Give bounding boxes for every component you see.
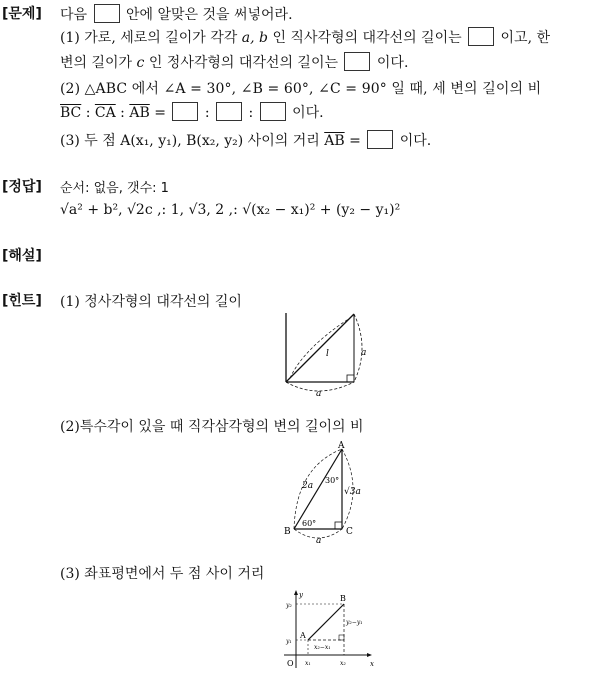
q2-colon: : — [120, 105, 125, 121]
q3-ab: $\overline{AB}$ — [324, 133, 345, 149]
fig3-x-axis: x — [370, 660, 374, 668]
q2-line2 — [60, 102, 324, 122]
q1-line1 — [60, 27, 550, 47]
fig2-vert-label: √3a — [344, 487, 361, 497]
q1-line2 — [60, 52, 408, 72]
q3-line — [60, 130, 431, 150]
q2-line1: (2) △ABC 에서 ∠A = 30°, ∠B = 60°, ∠C = 90° 일 때, 세 변의 길이의 비 — [60, 81, 542, 97]
q1-text-a: (1) 가로, 세로의 길이가 각각 — [60, 30, 238, 46]
q1-blank-box-1[interactable] — [468, 27, 494, 46]
q2-ca: $\overline{CA}$ — [94, 105, 116, 121]
intro-after: 안에 알맞은 것을 써넣어라. — [125, 7, 293, 23]
hint-1: (1) 정사각형의 대각선의 길이 — [60, 294, 242, 310]
answer-label: [정답] — [2, 179, 42, 195]
fig3-dx: x₂−x₁ — [314, 644, 331, 651]
fig3-y-axis: y — [299, 591, 303, 599]
q3-eq: = — [349, 133, 361, 149]
fig1-diag-label: l — [326, 349, 329, 359]
problem-intro — [60, 4, 293, 24]
q3-end: 이다. — [399, 133, 432, 149]
special-triangle-figure — [280, 437, 380, 549]
q2-colon: : — [204, 105, 210, 121]
q1-line2-text-b: 인 정사각형의 대각선의 길이는 — [148, 55, 338, 71]
fig3-y2: y₂ — [286, 602, 292, 609]
q2-blank-box-2[interactable] — [216, 102, 242, 121]
fig3-point-b: B — [340, 594, 346, 603]
q1-text-c: 이고, 한 — [500, 30, 551, 46]
fig3-x1: x₁ — [305, 660, 311, 667]
q2-colon: : — [248, 105, 254, 121]
answer-line1: 순서: 없음, 갯수: 1 — [60, 181, 169, 196]
fig2-hyp-label: 2a — [302, 481, 314, 491]
q2-blank-box-1[interactable] — [172, 102, 198, 121]
fig3-y1: y₁ — [286, 638, 292, 645]
answer-blank-box[interactable] — [94, 4, 120, 23]
fig3-x2: x₂ — [340, 660, 346, 667]
square-diagonal-figure — [278, 308, 378, 400]
q2-blank-box-3[interactable] — [260, 102, 286, 121]
q3-blank-box[interactable] — [367, 130, 393, 149]
q2-eq: = — [154, 105, 166, 121]
q1-var-b: b — [259, 30, 268, 46]
q2-ab: $\overline{AB}$ — [129, 105, 150, 121]
q1-var-a: a, — [241, 30, 255, 46]
problem-label: [문제] — [2, 6, 42, 22]
fig2-base-label: a — [316, 536, 322, 546]
hint-label: [힌트] — [2, 293, 42, 309]
fig2-vertex-b: B — [284, 527, 291, 537]
fig3-origin: O — [287, 659, 294, 668]
fig2-vertex-a: A — [338, 441, 345, 451]
fig1-bottom-label: a — [316, 389, 322, 399]
q2-end: 이다. — [292, 105, 324, 121]
explanation-label: [해설] — [2, 248, 42, 264]
q1-line2-text-a: 변의 길이가 — [60, 55, 133, 71]
q1-text-b: 인 직사각형의 대각선의 길이는 — [272, 30, 462, 46]
fig2-vertex-c: C — [346, 527, 353, 537]
q1-var-c: c — [136, 55, 145, 71]
q3-text: (3) 두 점 A(x₁, y₁), B(x₂, y₂) 사이의 거리 — [60, 133, 320, 149]
q1-blank-box-2[interactable] — [344, 52, 370, 71]
fig3-dy: y₂−y₁ — [346, 619, 363, 626]
fig1-side-label: a — [361, 348, 367, 358]
fig2-angle-a: 30° — [325, 476, 340, 485]
fig2-angle-b: 60° — [302, 519, 317, 528]
q2-bc: $\overline{BC}$ — [60, 105, 82, 121]
distance-plane-figure — [280, 588, 380, 672]
q1-line2-text-c: 이다. — [376, 55, 409, 71]
fig3-point-a: A — [300, 631, 306, 640]
q2-colon: : — [85, 105, 91, 121]
intro-before: 다음 — [60, 7, 88, 23]
hint-2: (2)특수각이 있을 때 직각삼각형의 변의 길이의 비 — [60, 419, 364, 435]
answer-line2: √a² + b², √2c ,: 1, √3, 2 ,: √(x₂ − x₁)² + (y₂ − y₁)² — [60, 202, 401, 218]
hint-3: (3) 좌표평면에서 두 점 사이 거리 — [60, 566, 265, 582]
